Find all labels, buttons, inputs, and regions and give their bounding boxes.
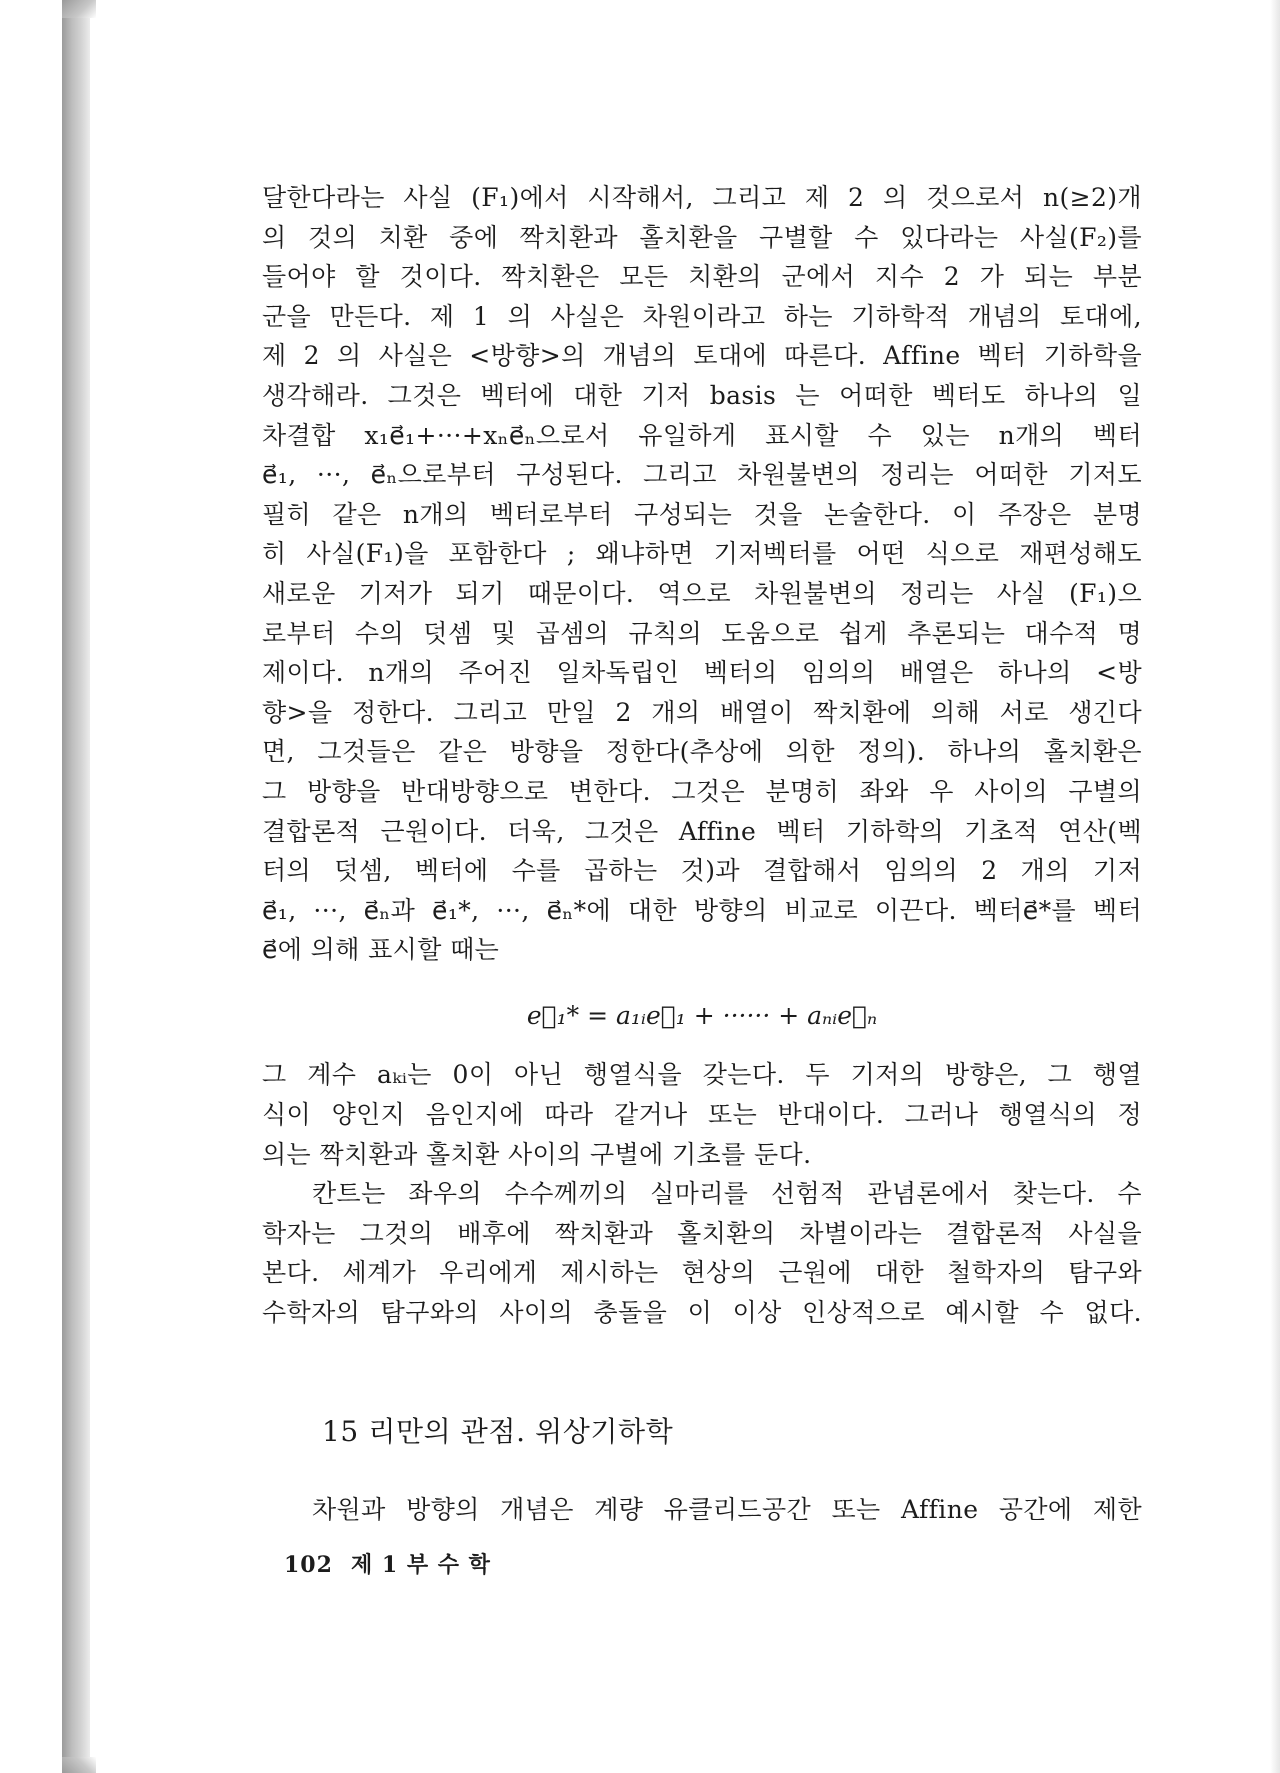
body-line: 달한다라는 사실 (F₁)에서 시작해서, 그리고 제 2 의 것으로서 n(≥2)개 <box>262 183 1142 212</box>
paragraph-line: 수학자의 탐구와의 사이의 충돌을 이 이상 인상적으로 예시할 수 없다. <box>262 1298 1142 1328</box>
page-right-edge <box>1270 0 1280 1773</box>
page-footer <box>284 1548 491 1579</box>
body-line: 필히 같은 n개의 벡터로부터 구성되는 것을 논술한다. 이 주장은 분명 <box>262 499 1142 529</box>
body-line: 들어야 할 것이다. 짝치환은 모든 치환의 군에서 지수 2 가 되는 부분 <box>262 262 1142 292</box>
body-line: 히 사실(F₁)을 포함한다 ; 왜냐하면 기저벡터를 어떤 식으로 재편성해도 <box>262 539 1142 569</box>
section-first-line: 차원과 방향의 개념은 계량 유클리드공간 또는 Affine 공간에 제한 <box>312 1495 1142 1524</box>
paragraph-line: 학자는 그것의 배후에 짝치환과 홀치환의 차별이라는 결합론적 사실을 <box>262 1218 1142 1248</box>
body-line: e⃗₁, ···, e⃗ₙ으로부터 구성된다. 그리고 차원불변의 정리는 어떠한 기저도 <box>262 460 1142 490</box>
body-line: 식이 양인지 음인지에 따라 같거나 또는 반대이다. 그러나 행열식의 정 <box>262 1100 1142 1130</box>
body-line: 결합론적 근원이다. 더욱, 그것은 Affine 벡터 기하학의 기초적 연산(벡 <box>262 816 1142 846</box>
body-line: 터의 덧셈, 벡터에 수를 곱하는 것)과 결합해서 임의의 2 개의 기저 <box>262 856 1142 886</box>
book-spine-top-edge <box>62 0 96 18</box>
body-line: 제 2 의 사실은 <방향>의 개념의 토대에 따른다. Affine 벡터 기하학을 <box>262 341 1142 371</box>
body-line: e⃗에 의해 표시할 때는 <box>262 935 500 965</box>
book-spine <box>62 0 90 1773</box>
body-line: 로부터 수의 덧셈 및 곱셈의 규칙의 도움으로 쉽게 추론되는 대수적 명 <box>262 618 1142 648</box>
body-line: 생각해라. 그것은 벡터에 대한 기저 basis 는 어떠한 벡터도 하나의 일 <box>262 380 1142 410</box>
page-number: 102 <box>284 1552 333 1578</box>
body-line: e⃗₁, ···, e⃗ₙ과 e⃗₁*, ···, e⃗ₙ*에 대한 방향의 비교로 이끈다. 벡터e⃗*를 벡터 <box>262 895 1142 925</box>
paragraph-line: 본다. 세계가 우리에게 제시하는 현상의 근원에 대한 철학자의 탐구와 <box>262 1258 1142 1288</box>
book-spine-bottom-edge <box>62 1757 96 1773</box>
body-line: 군을 만든다. 제 1 의 사실은 차원이라고 하는 기하학적 개념의 토대에, <box>262 301 1142 331</box>
body-line: 그 계수 aₖᵢ는 0이 아닌 행열식을 갖는다. 두 기저의 방향은, 그 행열 <box>262 1060 1142 1090</box>
section-heading: 15 리만의 관점. 위상기하학 <box>322 1415 674 1448</box>
body-line: 제이다. n개의 주어진 일차독립인 벡터의 임의의 배열은 하나의 <방 <box>262 658 1142 688</box>
body-line: 의 것의 치환 중에 짝치환과 홀치환을 구별할 수 있다라는 사실(F₂)를 <box>262 222 1142 252</box>
section-paragraph <box>262 1490 1142 1530</box>
body-line: 차결합 x₁e⃗₁+···+xₙe⃗ₙ으로서 유일하게 표시할 수 있는 n개의 벡터 <box>262 420 1142 450</box>
paragraph-line: 칸트는 좌우의 수수께끼의 실마리를 선험적 관념론에서 찾는다. 수 <box>312 1179 1142 1209</box>
body-line: 면, 그것들은 같은 방향을 정한다(추상에 의한 정의). 하나의 홀치환은 <box>262 737 1142 767</box>
body-line: 새로운 기저가 되기 때문이다. 역으로 차원불변의 정리는 사실 (F₁)으 <box>262 578 1142 608</box>
part-title: 제 1 부 수 학 <box>350 1552 491 1578</box>
body-line: 의는 짝치환과 홀치환 사이의 구별에 기초를 둔다. <box>262 1139 812 1169</box>
main-text-block <box>262 178 1142 1333</box>
body-line: 그 방향을 반대방향으로 변한다. 그것은 분명히 좌와 우 사이의 구별의 <box>262 776 1142 806</box>
body-line: 향>을 정한다. 그리고 만일 2 개의 배열이 짝치환에 의해 서로 생긴다 <box>262 697 1142 727</box>
display-equation: e⃗₁* = a₁ᵢe⃗₁ + ······ + aₙᵢe⃗ₙ <box>526 1000 878 1030</box>
